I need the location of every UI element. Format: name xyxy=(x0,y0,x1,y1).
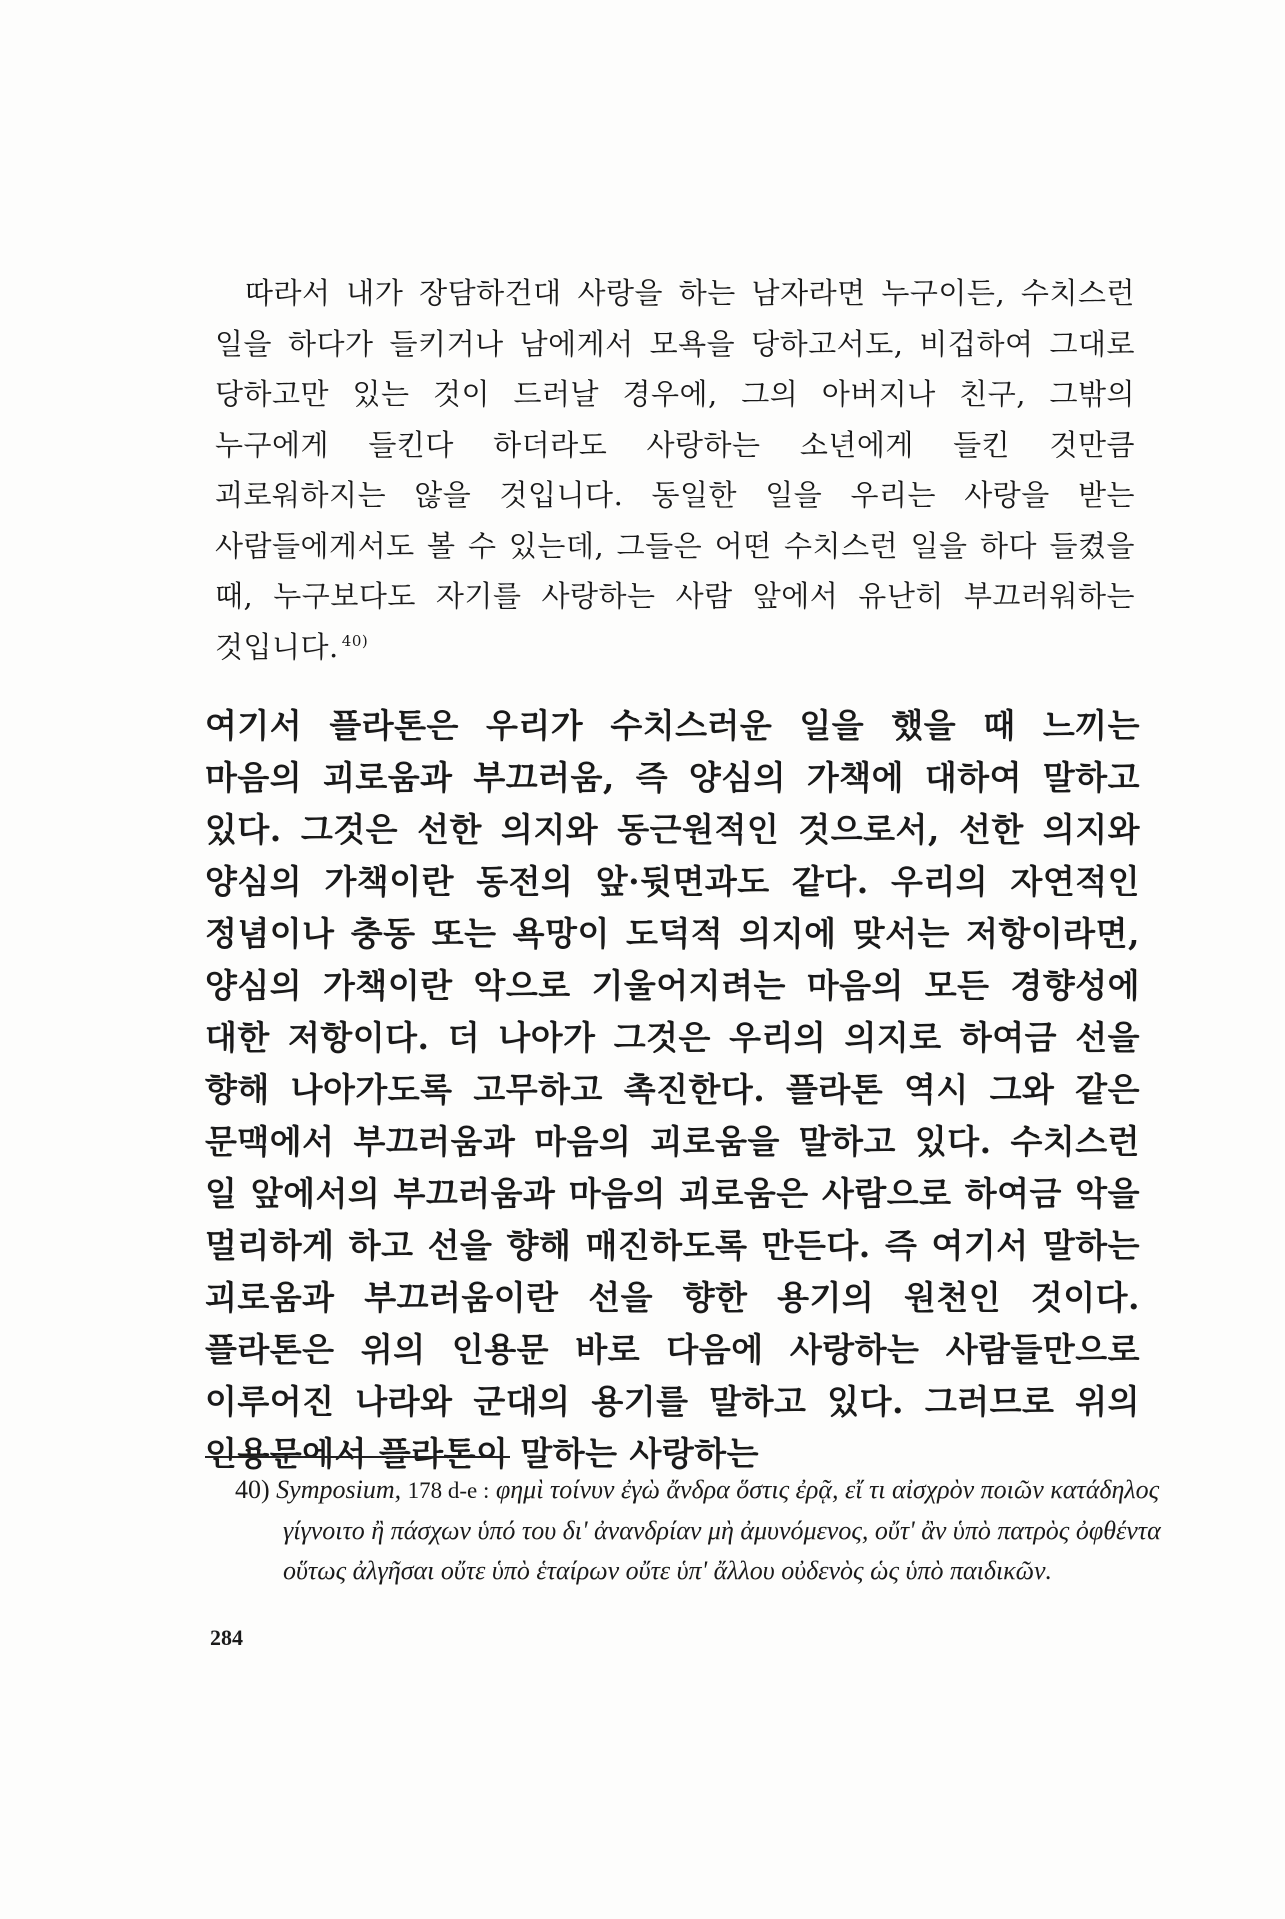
body-paragraph: 여기서 플라톤은 우리가 수치스러운 일을 했을 때 느끼는 마음의 괴로움과 부끄러움, 즉 양심의 가책에 대하여 말하고 있다. 그것은 선한 의지와 동근원적인 것으로서, 선한 의지와 양심의 가책이란 동전의 앞·뒷면과도 같다. 우리의 자연적인 정념이나 충동 또는 욕망이 도덕적 의지에 맞서는 저항이라면, 양심의 가책이란 악으로 기울어지려는 마음의 모든 경향성에 대한 저항이다. 더 나아가 그것은 우리의 의지로 하여금 선을 향해 나아가도록 고무하고 촉진한다. 플라톤 역시 그와 같은 문맥에서 부끄러움과 마음의 괴로움을 말하고 있다. 수치스런 일 앞에서의 부끄러움과 마음의 괴로움은 사람으로 하여금 악을 멀리하게 하고 선을 향해 매진하도록 만든다. 즉 여기서 말하는 괴로움과 부끄러움이란 선을 향한 용기의 원천인 것이다. 플라톤은 위의 인용문 바로 다음에 사랑하는 사람들만으로 이루어진 나라와 군대의 용기를 말하고 있다. 그러므로 위의 인용문에서 플라톤이 말하는 사랑하는 xyxy=(205,706,1140,1473)
footnote-source: Symposium, xyxy=(276,1475,402,1504)
page-number: 284 xyxy=(210,1625,243,1650)
footnote-number: 40) xyxy=(235,1475,270,1504)
block-quotation xyxy=(215,268,1135,672)
footnote-greek-text: φημὶ τοίνυν ἐγὼ ἄνδρα ὅστις ἐρᾷ, εἴ τι αἰσχρὸν ποιῶν κατάδηλος γίγνοιτο ἢ πάσχων ὑπό του δι' ἀνανδρίαν μὴ ἀμυνόμενος, οὔτ' ἂν ὑπὸ πατρὸς ὀφθέντα οὕτως ἀλγῆσαι οὔτε ὑπὸ ἑταίρων οὔτε ὑπ' ἄλλου οὐδενὸς ὡς ὑπὸ παιδικῶν. xyxy=(283,1475,1161,1585)
quotation-text: 따라서 내가 장담하건대 사랑을 하는 남자라면 누구이든, 수치스런 일을 하다가 들키거나 남에게서 모욕을 당하고서도, 비겁하여 그대로 당하고만 있는 것이 드러날 경우에, 그의 아버지나 친구, 그밖의 누구에게 들킨다 하더라도 사랑하는 소년에게 들킨 것만큼 괴로워하지는 않을 것입니다. 동일한 일을 우리는 사랑을 받는 사람들에게서도 볼 수 있는데, 그들은 어떤 수치스런 일을 하다 들켰을 때, 누구보다도 자기를 사랑하는 사람 앞에서 유난히 부끄러워하는 것입니다. xyxy=(215,276,1135,664)
footnote-location: 178 d-e : xyxy=(407,1478,490,1503)
footnote xyxy=(235,1470,1188,1591)
footnote-divider xyxy=(205,1456,510,1458)
footnote-reference: 40) xyxy=(341,631,369,650)
